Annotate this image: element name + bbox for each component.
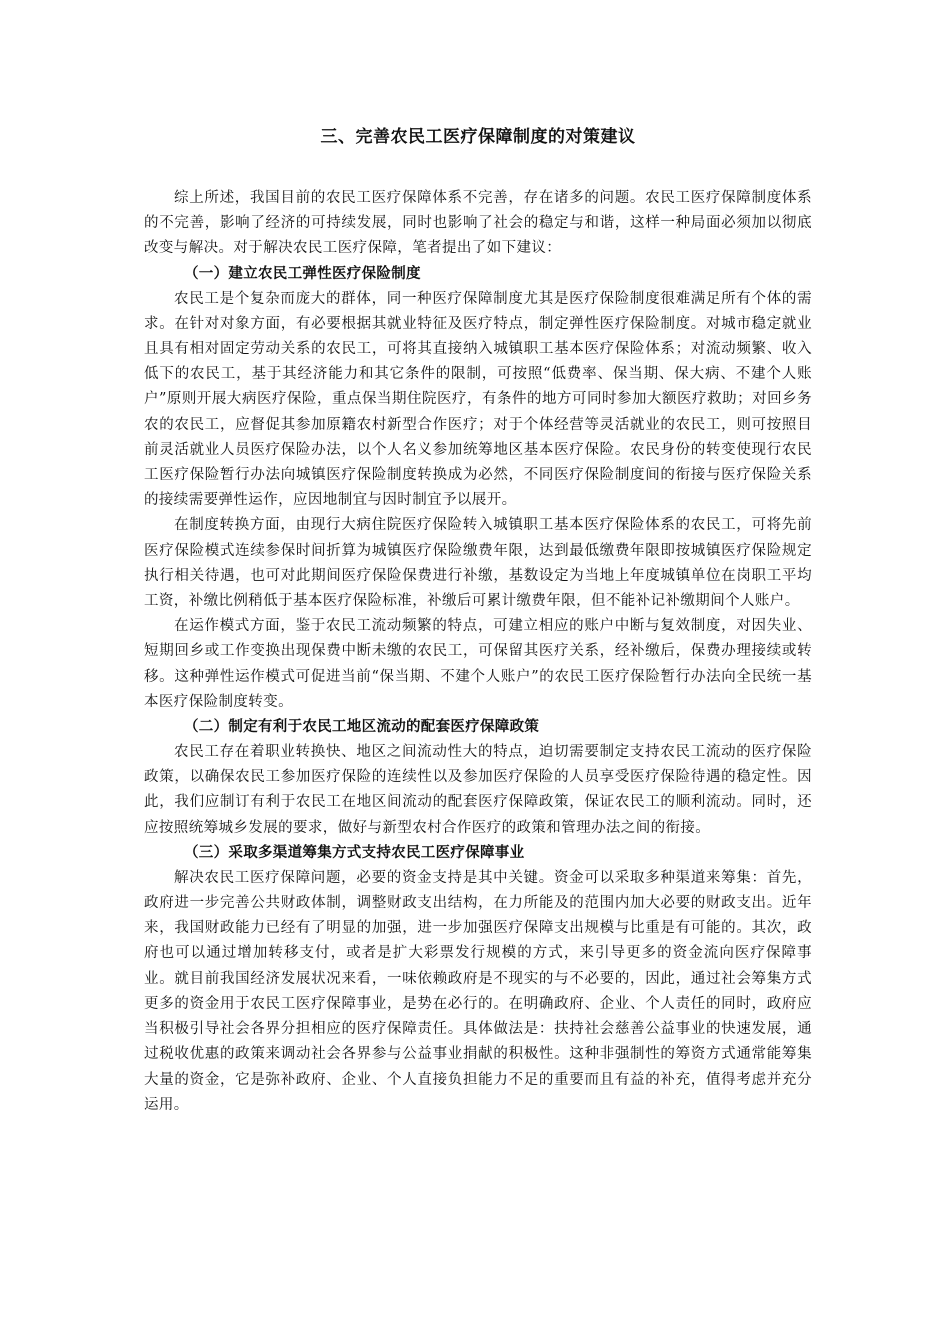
- section-1-paragraph-1: 农民工是个复杂而庞大的群体，同一种医疗保障制度尤其是医疗保险制度很难满足所有个体的需求。在针对对象方面，有必要根据其就业特征及医疗特点，制定弹性医疗保险制度。对城市稳定就业且具有相对固定劳动关系的农民工，可将其直接纳入城镇职工基本医疗保险体系；对流动频繁、收入低下的农民工，基于其经济能力和其它条件的限制，可按照“低费率、保当期、保大病、不建个人账户”原则开展大病医疗保险，重点保当期住院医疗，有条件的地方可同时参加大额医疗救助；对回乡务农的农民工，应督促其参加原籍农村新型合作医疗；对于个体经营等灵活就业的农民工，则可按照目前灵活就业人员医疗保险办法，以个人名义参加统筹地区基本医疗保险。农民身份的转变使现行农民工医疗保险暂行办法向城镇医疗保险制度转换成为必然，不同医疗保险制度间的衔接与医疗保险关系的接续需要弹性运作，应因地制宜与因时制宜予以展开。: [144, 290, 812, 509]
- page-title: 三、完善农民工医疗保障制度的对策建议: [320, 127, 636, 147]
- section-2-heading: （二）制定有利于农民工地区流动的配套医疗保障政策: [184, 719, 540, 736]
- section-1-paragraph-2: 在制度转换方面，由现行大病住院医疗保险转入城镇职工基本医疗保险体系的农民工，可将先前医疗保险模式连续参保时间折算为城镇医疗保险缴费年限，达到最低缴费年限即按城镇医疗保险规定执行相关待遇，也可对此期间医疗保险保费进行补缴，基数设定为当地上年度城镇单位在岗职工平均工资，补缴比例稍低于基本医疗保险标准，补缴后可累计缴费年限，但不能补记补缴期间个人账户。: [144, 517, 812, 610]
- document-body: [144, 122, 812, 1118]
- section-2-paragraph-1: 农民工存在着职业转换快、地区之间流动性大的特点，迫切需要制定支持农民工流动的医疗保险政策，以确保农民工参加医疗保险的连续性以及参加医疗保险的人员享受医疗保险待遇的稳定性。因此，我们应制订有利于农民工在地区间流动的配套医疗保障政策，保证农民工的顺利流动。同时，还应按照统筹城乡发展的要求，做好与新型农村合作医疗的政策和管理办法之间的衔接。: [144, 744, 812, 836]
- section-1-heading: （一）建立农民工弹性医疗保险制度: [184, 265, 421, 282]
- intro-paragraph: 综上所述，我国目前的农民工医疗保障体系不完善，存在诸多的问题。农民工医疗保障制度体系的不完善，影响了经济的可持续发展，同时也影响了社会的稳定与和谐，这样一种局面必须加以彻底改变与解决。对于解决农民工医疗保障，笔者提出了如下建议：: [144, 190, 812, 257]
- section-3-heading: （三）采取多渠道筹集方式支持农民工医疗保障事业: [184, 844, 525, 861]
- section-1-paragraph-3: 在运作模式方面，鉴于农民工流动频繁的特点，可建立相应的账户中断与复效制度，对因失业、短期回乡或工作变换出现保费中断未缴的农民工，可保留其医疗关系，经补缴后，保费办理接续或转移。这种弹性运作模式可促进当前“保当期、不建个人账户”的农民工医疗保险暂行办法向全民统一基本医疗保险制度转变。: [144, 618, 812, 710]
- section-3-paragraph-1: 解决农民工医疗保障问题，必要的资金支持是其中关键。资金可以采取多种渠道来筹集：首先，政府进一步完善公共财政体制，调整财政支出结构，在力所能及的范围内加大必要的财政支出。近年来，我国财政能力已经有了明显的加强，进一步加强医疗保障支出规模与比重是有可能的。其次，政府也可以通过增加转移支付，或者是扩大彩票发行规模的方式，来引导更多的资金流向医疗保障事业。就目前我国经济发展状况来看，一味依赖政府是不现实的与不必要的，因此，通过社会筹集方式更多的资金用于农民工医疗保障事业，是势在必行的。在明确政府、企业、个人责任的同时，政府应当积极引导社会各界分担相应的医疗保障责任。具体做法是：扶持社会慈善公益事业的快速发展，通过税收优惠的政策来调动社会各界参与公益事业捐献的积极性。这种非强制性的筹资方式通常能筹集大量的资金，它是弥补政府、企业、个人直接负担能力不足的重要而且有益的补充，值得考虑并充分运用。: [144, 869, 812, 1113]
